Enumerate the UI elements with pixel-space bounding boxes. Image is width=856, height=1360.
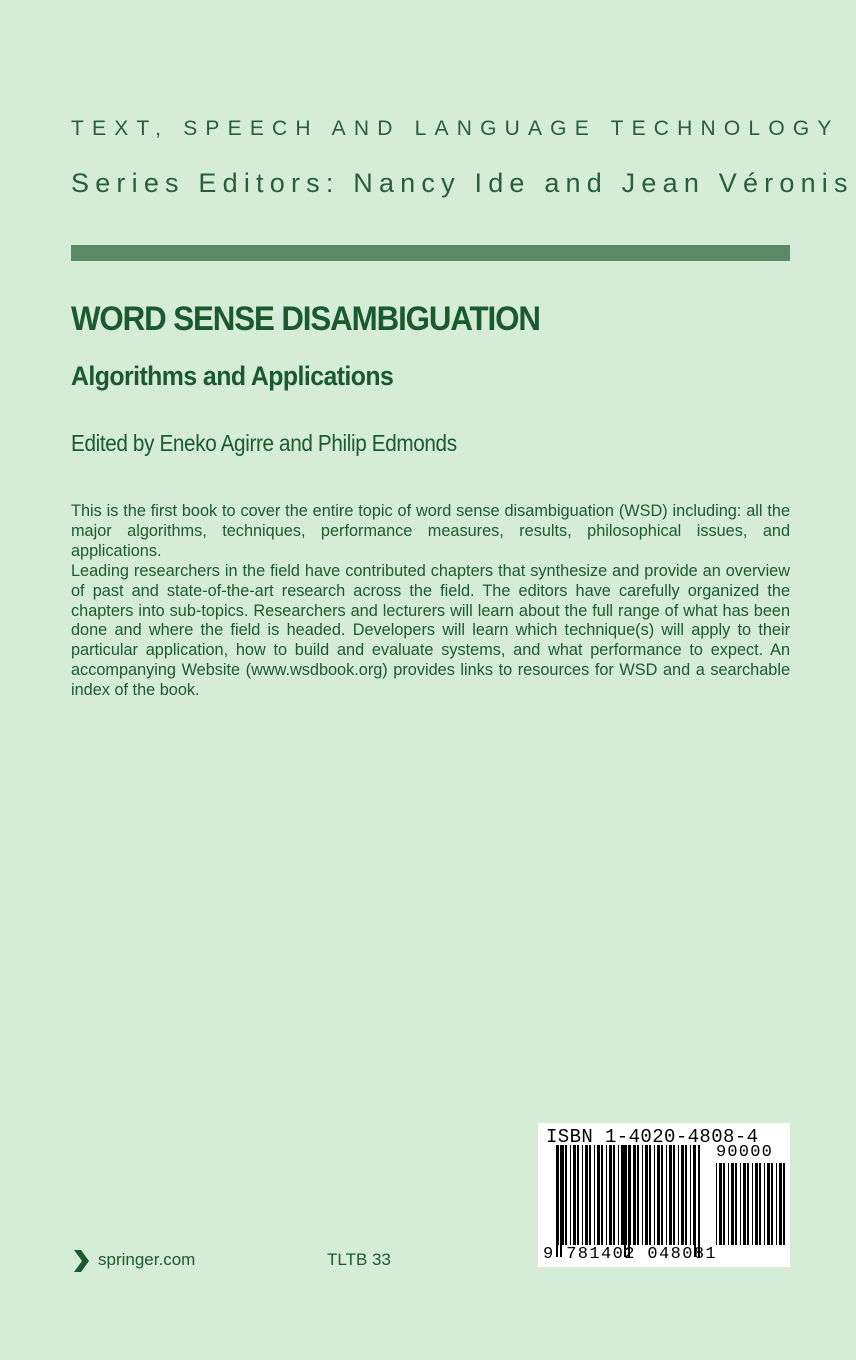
isbn-number: ISBN 1-4020-4808-4: [546, 1126, 759, 1148]
series-name: TEXT, SPEECH AND LANGUAGE TECHNOLOGY: [71, 117, 840, 140]
book-title: WORD SENSE DISAMBIGUATION: [71, 300, 540, 338]
book-subtitle: Algorithms and Applications: [71, 361, 394, 391]
series-editors: Series Editors: Nancy Ide and Jean Véronis: [71, 168, 854, 198]
barcode: [538, 1123, 790, 1267]
price-code: 90000: [716, 1143, 774, 1162]
description: [71, 502, 790, 701]
series-code: TLTB 33: [327, 1250, 391, 1269]
description-paragraph-2: Leading researchers in the field have contributed chapters that synthesize and provide an overview of past and state-of-the-art research across the field. The editors have carefully organized the chapters into sub-topics. Researchers and lecturers will learn about the full range of what has been done and where the field is headed. Developers will learn which technique(s) will apply to their particular application, how to build and evaluate systems, and what performance to expect. An accompanying Website (www.wsdbook.org) provides links to resources for WSD and a searchable index of the book.: [71, 561, 790, 700]
ean-number: 9 781402 048081: [543, 1245, 718, 1264]
chevron-right-icon: [72, 1248, 90, 1274]
publisher-website[interactable]: springer.com: [98, 1250, 196, 1269]
book-editors: Edited by Eneko Agirre and Philip Edmonds: [71, 430, 457, 456]
description-paragraph-1: This is the first book to cover the entire topic of word sense disambiguation (WSD) including: all the major algorithms, techniques, performance measures, results, philosophical issues, and applications.: [71, 502, 790, 560]
divider-bar: [71, 245, 790, 261]
